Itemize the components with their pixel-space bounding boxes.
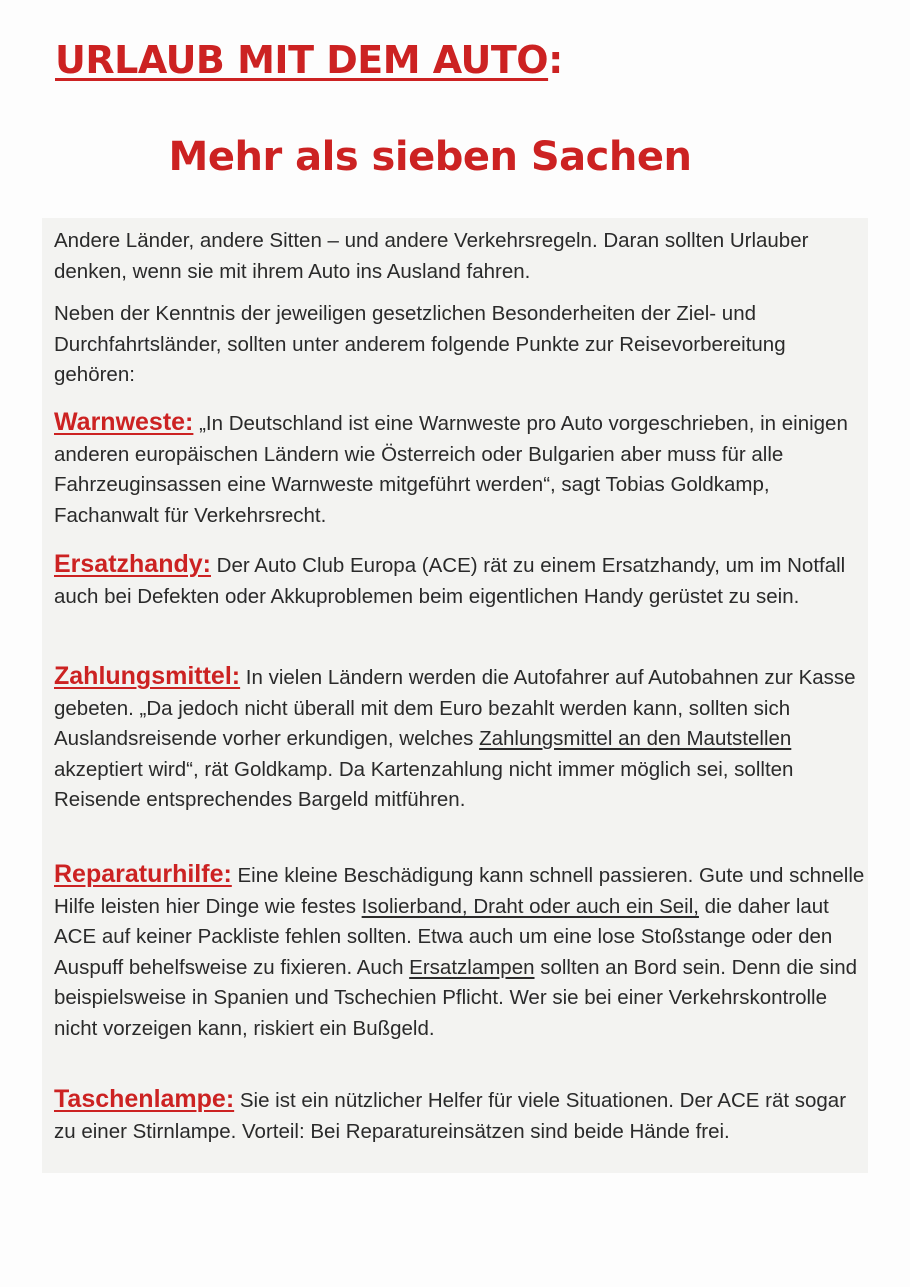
section-heading-ersatzhandy: Ersatzhandy: — [54, 550, 211, 578]
section-heading-zahlungsmittel: Zahlungsmittel: — [54, 662, 241, 690]
section-text-reparaturhilfe-3: sollten an Bord sein. Denn die sind beispielsweise in Spanien und Tschechien Pflicht. Wer sie bei einer Verkehrskontrolle nicht vorzeigen kann, riskiert ein Bußgeld. — [54, 955, 858, 1040]
title-colon: : — [548, 38, 563, 82]
underlined-zahlungsmittel-mautstellen: Zahlungsmittel an den Mautstellen — [479, 727, 792, 750]
section-ersatzhandy — [54, 549, 868, 612]
page-subtitle: Mehr als sieben Sachen — [168, 134, 692, 180]
title-main: URLAUB MIT DEM AUTO — [55, 38, 549, 82]
article-body — [42, 218, 868, 1173]
section-reparaturhilfe — [54, 859, 868, 1044]
page-title — [55, 38, 563, 82]
intro-paragraph-1: Andere Länder, andere Sitten – und andere Verkehrsregeln. Daran sollten Urlauber denken, wenn sie mit ihrem Auto ins Ausland fahren. — [54, 229, 809, 283]
section-text-zahlungsmittel-2: akzeptiert wird“, rät Goldkamp. Da Kartenzahlung nicht immer möglich sei, sollten Reisende entsprechendes Bargeld mitführen. — [54, 757, 794, 811]
section-taschenlampe — [54, 1084, 868, 1147]
section-text-ersatzhandy: Der Auto Club Europa (ACE) rät zu einem Ersatzhandy, um im Notfall auch bei Defekten oder Akkuproblemen beim eigentlichen Handy gerüstet zu sein. — [54, 554, 846, 608]
section-warnweste — [54, 407, 868, 531]
underlined-isolierband: Isolierband, Draht oder auch ein Seil, — [361, 894, 699, 918]
section-zahlungsmittel — [54, 661, 868, 816]
section-text-reparaturhilfe-1: Eine kleine Beschädigung kann schnell passieren. Gute und schnelle Hilfe leisten hier Dinge wie festes — [54, 864, 865, 918]
underlined-ersatzlampen: Ersatzlampen — [409, 955, 535, 979]
section-text-taschenlampe: Sie ist ein nützlicher Helfer für viele Situationen. Der ACE rät sogar zu einer Stirnlampe. Vorteil: Bei Reparatureinsätzen sind beide Hände frei. — [54, 1089, 847, 1143]
section-heading-reparaturhilfe: Reparaturhilfe: — [54, 860, 232, 888]
section-text-zahlungsmittel-1: In vielen Ländern werden die Autofahrer auf Autobahnen zur Kasse gebeten. „Da jedoch nicht überall mit dem Euro bezahlt werden kann, sollten sich Auslandsreisende vorher erkundigen, welches — [54, 666, 856, 750]
section-heading-taschenlampe: Taschenlampe: — [54, 1085, 235, 1113]
section-text-warnweste: „In Deutschland ist eine Warnweste pro Auto vorgeschrieben, in einigen anderen europäischen Ländern wie Österreich oder Bulgarien aber muss für alle Fahrzeuginsassen eine Warnweste mitgeführt werden“, sagt Tobias Goldkamp, Fachanwalt für Verkehrsrecht. — [54, 412, 848, 527]
intro-paragraph-2: Neben der Kenntnis der jeweiligen gesetzlichen Besonderheiten der Ziel- und Durchfahrtsländer, sollten unter anderem folgende Punkte zur Reisevorbereitung gehören: — [54, 302, 786, 386]
section-heading-warnweste: Warnweste: — [54, 408, 194, 436]
section-text-reparaturhilfe-2: die daher laut ACE auf keiner Packliste fehlen sollten. Etwa auch um eine lose Stoßstange oder den Auspuff behelfsweise zu fixieren. Auch — [54, 894, 833, 979]
